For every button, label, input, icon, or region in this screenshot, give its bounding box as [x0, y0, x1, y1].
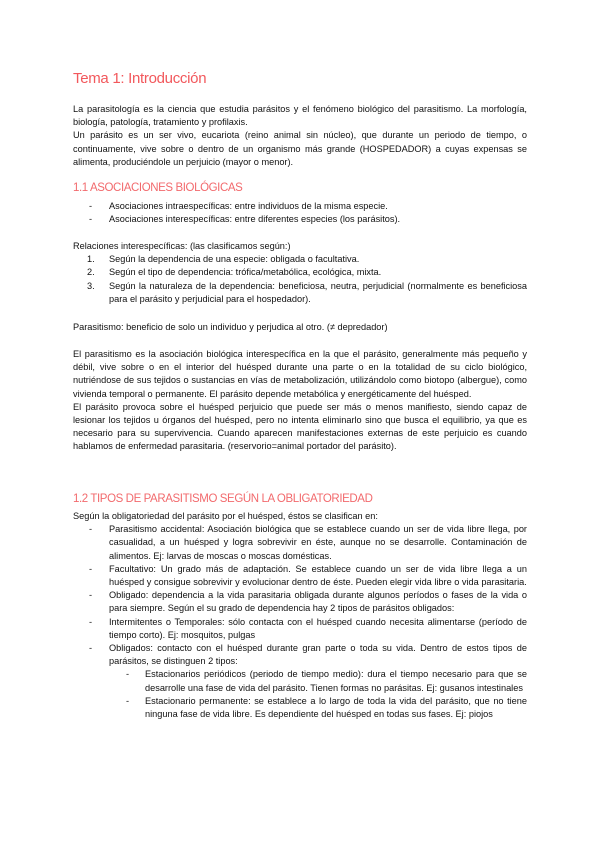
list-item: Facultativo: Un grado más de adaptación. Se establece cuando un ser de vida libre llega a un huésped y consigue sobrevivir y evolucionar dentro de éste. Pueden elegir vida libre o vida parasitaria. — [109, 563, 527, 588]
bullet: - — [89, 214, 93, 225]
list-item: Parasitismo accidental: Asociación biológica que se establece cuando un ser de vida libre llega, por casualidad, a un huésped y logra sobrevivir en éste, aunque no se desarrolle. Contaminación de alimentos. Ej: larvas de moscas o moscas domésticas. — [109, 524, 527, 561]
sub-list-item: Estacionario permanente: se establece a lo largo de toda la vida del parásito, que no tiene ninguna fase de vida libre. Es dependiente del huésped en todas sus fases. Ej: piojos — [145, 695, 527, 720]
list-item: Asociaciones interespecíficas: entre diferentes especies (los parásitos). — [109, 214, 401, 225]
bullet: - — [89, 643, 93, 654]
intro-paragraph: La parasitología es la ciencia que estudia parásitos y el fenómeno biológico del parasitismo. La morfología, biología, patología, tratamiento y profilaxis. — [73, 104, 527, 128]
paragraph: Según la obligatoriedad del parásito por el huésped, éstos se clasifican en: — [73, 511, 378, 521]
list-item: Según la dependencia de una especie: obligada o facultativa. — [109, 254, 360, 265]
bullet: - — [89, 616, 93, 627]
bullet: - — [126, 669, 130, 680]
list-item: Según el tipo de dependencia: trófica/metabólica, ecológica, mixta. — [109, 267, 382, 278]
list-item: Obligados: contacto con el huésped durante gran parte o toda su vida. Dentro de estos tipos de parásitos, se distinguen 2 tipos: — [109, 643, 527, 667]
intro — [73, 103, 527, 170]
bullet: - — [89, 563, 93, 574]
bullet: - — [89, 201, 93, 211]
section-heading: 1.2 TIPOS DE PARASITISMO SEGÚN LA OBLIGATORIEDAD — [73, 493, 373, 505]
page-title: Tema 1: Introducción — [73, 70, 207, 87]
paragraph: El parasitismo es la asociación biológica interespecífica en la que el parásito, generalmente más pequeño y débil, vive sobre o en el interior del huésped durante una parte o en la totalidad de su ciclo biológico, nutriéndose de sus tejidos o sustancias en vías de metabolización, utilizándolo como biotopo (albergue), como vivienda temporal o permanente. El parásito depende metabólica y energéticamente del huésped. — [73, 349, 527, 399]
list-number: 3. — [87, 280, 95, 291]
paragraph: El parásito provoca sobre el huésped perjuicio que puede ser más o menos manifiesto, siendo capaz de lesionar los tejidos u órganos del huésped, pero no intenta eliminarlo sino que busca el equilibrio, ya que es necesario para su supervivencia. Cuando aparecen manifestaciones externas de este perjuicio es cuando hablamos de enfermedad parasitaria. (reservorio=animal portador del parásito). — [73, 401, 527, 452]
list-item: Asociaciones intraespecíficas: entre individuos de la misma especie. — [109, 201, 388, 211]
relaciones-intro: Relaciones interespecíficas: (las clasificamos según:) — [73, 241, 291, 251]
association-list — [73, 200, 527, 226]
list-item: Obligado: dependencia a la vida parasitaria obligada durante algunos períodos o fases de la vida o para siempre. Según el su grado de dependencia hay 2 tipos de parásitos obligados: — [109, 590, 527, 614]
bullet: - — [89, 524, 93, 535]
list-number: 2. — [87, 267, 95, 278]
relaciones — [73, 240, 527, 306]
list-item: Intermitentes o Temporales: sólo contacta con el huésped cuando necesita alimentarse (período de tiempo corto). Ej: mosquitos, pulgas — [109, 616, 527, 640]
parasitismo-text — [73, 348, 527, 454]
intro-paragraph: Un parásito es un ser vivo, eucariota (reino animal sin núcleo), que durante un periodo de tiempo, o continuamente, vive sobre o dentro de un organismo más grande (HOSPEDADOR) a cuyas expensas se alimenta, produciéndole un perjuicio (mayor o menor). — [73, 130, 527, 168]
list-number: 1. — [87, 254, 95, 265]
sub-list-item: Estacionarios periódicos (periodo de tiempo medio): dura el tiempo necesario para que se desarrolle una fase de vida del parásito. Tienen formas no parásitas. Ej: gusanos intestinales — [145, 669, 527, 693]
list-item: Según la naturaleza de la dependencia: beneficiosa, neutra, perjudicial (normalmente es beneficiosa para el parásito y perjudicial para el hospedador). — [109, 280, 527, 304]
bullet: - — [126, 695, 130, 706]
obligatoriedad — [73, 510, 527, 721]
bullet: - — [89, 590, 93, 601]
parasitismo-definition: Parasitismo: beneficio de solo un individuo y perjudica al otro. (≠ depredador) — [73, 322, 388, 332]
section-heading: 1.1 ASOCIACIONES BIOLÓGICAS — [73, 182, 243, 194]
